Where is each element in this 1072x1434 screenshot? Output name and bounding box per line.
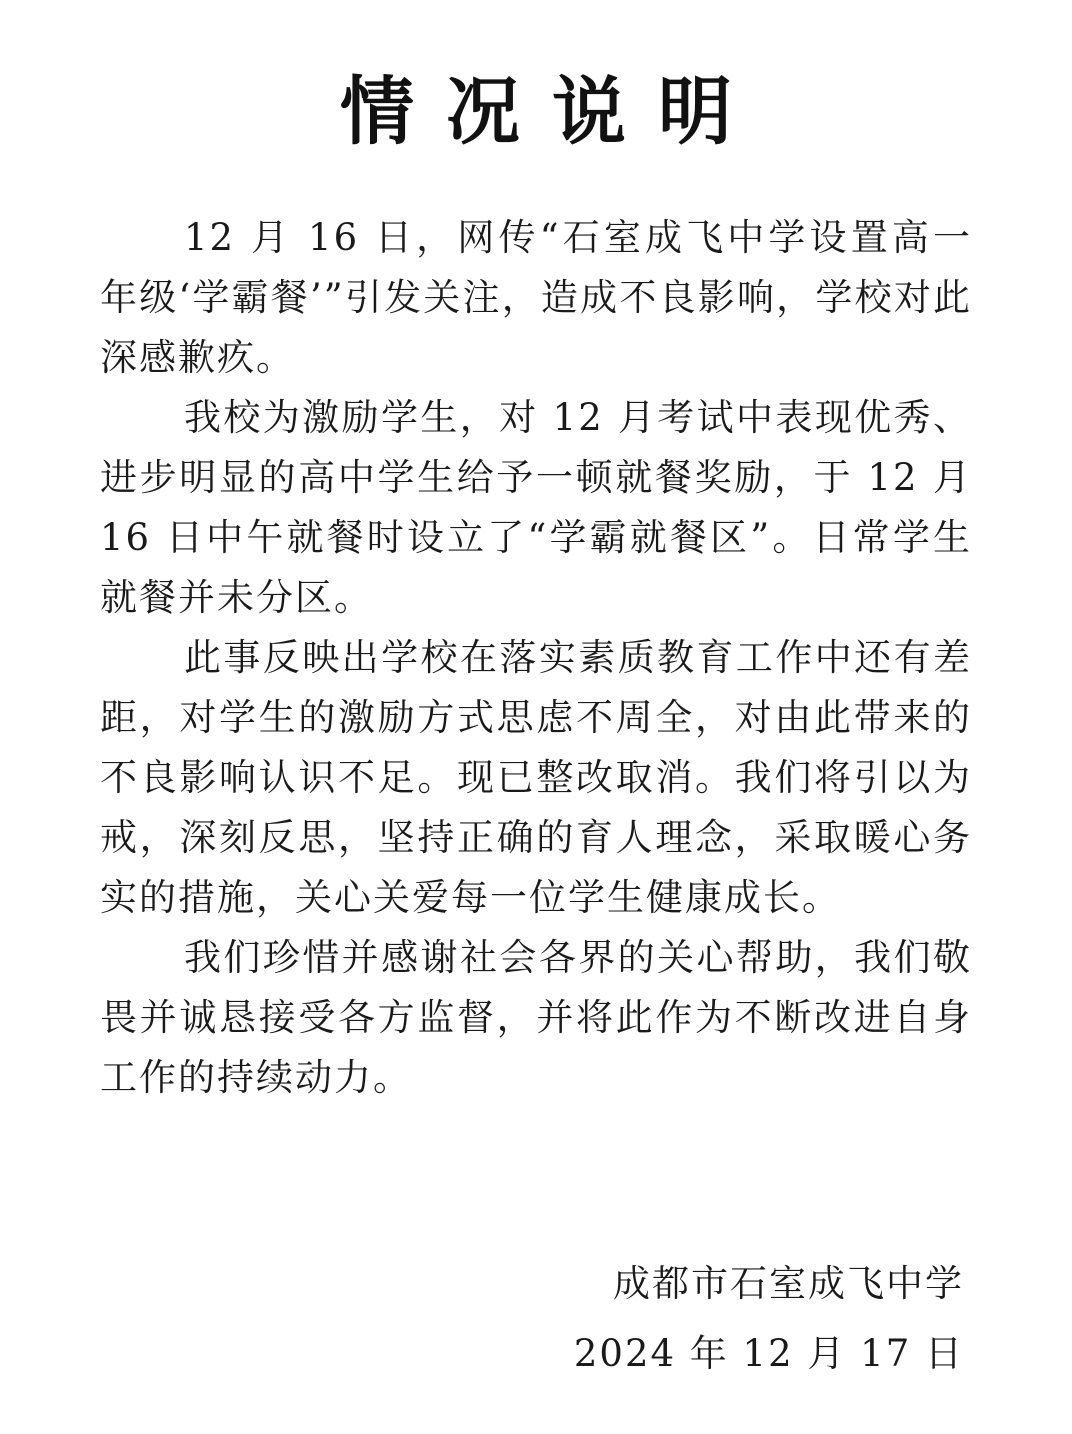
paragraph-1: 12 月 16 日，网传“石室成飞中学设置高一年级‘学霸餐’”引发关注，造成不良影响，学校对此深感歉疚。: [100, 216, 972, 379]
document-title: 情况说明: [340, 69, 764, 155]
signature-block: [574, 1252, 964, 1386]
document-body: [100, 208, 972, 1108]
signature-organization: 成都市石室成飞中学: [613, 1262, 964, 1305]
signature-date: 2024 年 12 月 17 日: [573, 1332, 964, 1375]
paragraph-4: 我们珍惜并感谢社会各界的关心帮助，我们敬畏并诚恳接受各方监督，并将此作为不断改进自身工作的持续动力。: [100, 936, 972, 1099]
paragraph-2: 我校为激励学生，对 12 月考试中表现优秀、进步明显的高中学生给予一顿就餐奖励，于 12 月 16 日中午就餐时设立了“学霸就餐区”。日常学生就餐并未分区。: [100, 396, 972, 619]
paragraph-3: 此事反映出学校在落实素质教育工作中还有差距，对学生的激励方式思虑不周全，对由此带来的不良影响认识不足。现已整改取消。我们将引以为戒，深刻反思，坚持正确的育人理念，采取暖心务实的措施，关心关爱每一位学生健康成长。: [100, 636, 972, 919]
